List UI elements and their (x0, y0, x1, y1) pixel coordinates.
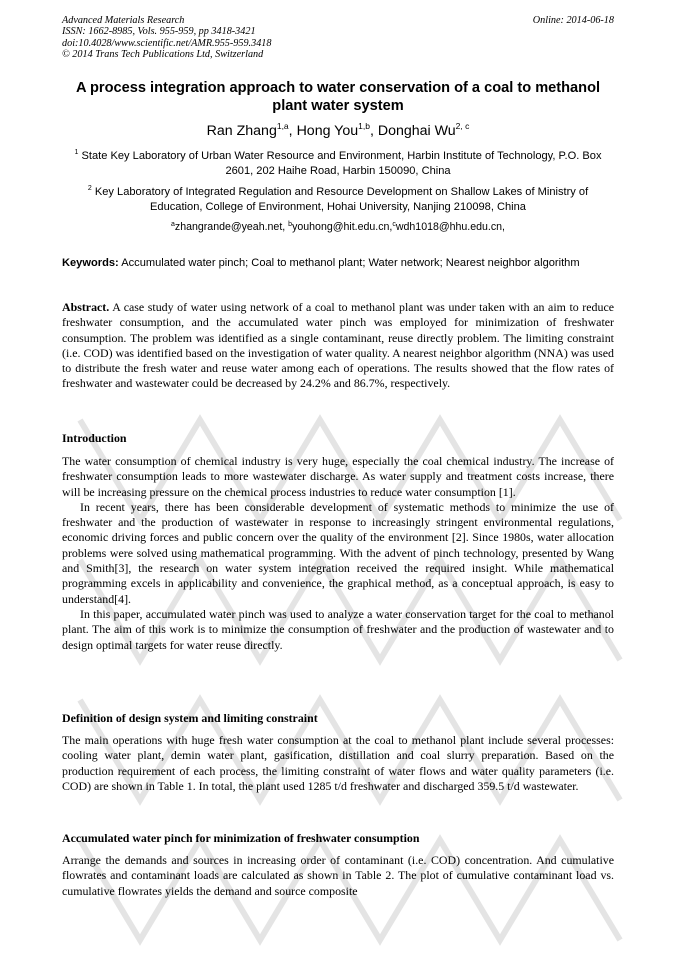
email-mark: c (392, 221, 396, 228)
section-body-definition (62, 733, 614, 794)
paper-title: A process integration approach to water conservation of a coal to methanol plant water system (75, 80, 601, 114)
section-body-introduction (62, 454, 614, 653)
section-heading-introduction: Introduction (62, 431, 127, 445)
doi-line: doi:10.4028/www.scientific.net/AMR.955-959.3418 (62, 37, 272, 49)
affiliation-1 (62, 149, 614, 178)
author-mark: 1,a (276, 121, 289, 131)
email-mark: a (171, 221, 175, 228)
abstract-text: A case study of water using network of a coal to methanol plant was under taken with an aim to reduce freshwater consumption, and the accumulated water pinch was employed for minimization of freshwater consumption. The problem was identified as a single contaminant, reuse directly problem. The limiting constraint (i.e. COD) was identified based on the investigation of water quality. A nearest neighbor algorithm (NNA) was used to distribute the fresh water and reuse water among each of operations. The results showed that the flow rates of freshwater and wastewater could be decreased by 24.2% and 86.7%, respectively. (62, 300, 615, 391)
online-date: Online: 2014-06-18 (532, 15, 614, 26)
paragraph: In recent years, there has been considerable development of systematic methods to minimize the use of freshwater and the production of wastewater in response to increasingly stringent environmental regulations, economic driving forces and public concern over the quality of the environment [2]. Since 1980s, water allocation problems were solved using mathematical programming. With the advent of pinch technology, presented by Wang and Smith[3], the research on water system integration received the required insight. While mathematical programming excels in applicability and convenience, the graphical method, as a conceptual approach, is easy to understand[4]. (62, 499, 614, 606)
section-heading-definition: Definition of design system and limiting constraint (62, 711, 318, 725)
abstract (62, 300, 614, 392)
author-list: Ran Zhang$^{1,a}$, Hong You$^{1,b}$, Donghai Wu$^{2, c}$ (206, 121, 470, 139)
paragraph: Arrange the demands and sources in increasing order of contaminant (i.e. COD) concentration. And cumulative flowrates and contaminant loads are calculated as shown in Table 2. The plot of cumulative contaminant load vs. cumulative flowrates yields the demand and source composite (62, 853, 614, 898)
affiliation-mark: 1 (74, 149, 79, 156)
email-address[interactable]: zhangrande@yeah.net, (174, 221, 286, 233)
keywords-label: Keywords: (62, 257, 119, 269)
section-body-accumulated-pinch (62, 853, 614, 899)
author-name: Donghai Wu (377, 123, 456, 139)
email-address[interactable]: wdh1018@hhu.edu.cn, (395, 221, 505, 233)
paragraph: The main operations with huge fresh water consumption at the coal to methanol plant include several processes: cooling water plant, demin water plant, gasification, distillation and coal slurry preparation. Based on the production requirement of each process, the limiting constraint of water flows and water quality parameters (i.e. COD) are shown in Table 1. In total, the plant used 1285 t/d freshwater and discharged 359.5 t/d wastewater. (62, 733, 614, 793)
email-list (62, 221, 614, 233)
email-address[interactable]: youhong@hit.edu.cn, (292, 221, 393, 233)
author-mark: 2, c (455, 121, 470, 131)
affiliation-2 (62, 185, 614, 214)
author-mark: 1,b (358, 121, 370, 131)
paragraph: In this paper, accumulated water pinch was used to analyze a water conservation target for the coal to methanol plant. The aim of this work is to minimize the consumption of freshwater and the production of wastewater and to design optimal targets for water reuse directly. (62, 606, 614, 652)
issn-line: ISSN: 1662-8985, Vols. 955-959, pp 3418-3421 (62, 26, 256, 38)
copyright-line: © 2014 Trans Tech Publications Ltd, Switzerland (62, 48, 264, 60)
email-mark: b (288, 221, 293, 228)
keywords-text: Accumulated water pinch; Coal to methanol plant; Water network; Nearest neighbor algorithm (121, 257, 580, 269)
affiliation-text: State Key Laboratory of Urban Water Resource and Environment, Harbin Institute of Technology, P.O. Box 2601, 202 Haihe Road, Harbin 150090, China (81, 150, 602, 177)
section-heading-accumulated-pinch: Accumulated water pinch for minimization of freshwater consumption (62, 831, 420, 845)
journal-name: Advanced Materials Research (62, 15, 185, 26)
author-name: Ran Zhang (206, 123, 277, 139)
paragraph: The water consumption of chemical industry is very huge, especially the coal chemical industry. The increase of freshwater consumption leads to more wastewater discharge. As water supply and treatment costs increase, there will be increasing pressure on the chemical process industries to reduce water consumption [1]. (62, 454, 614, 499)
journal-header (62, 15, 271, 60)
author-name: Hong You (296, 123, 359, 139)
affiliation-mark: 2 (87, 185, 92, 192)
affiliation-text: Key Laboratory of Integrated Regulation and Resource Development on Shallow Lakes of Ministry of Education, College of Environment, Hohai University, Nanjing 210098, China (94, 186, 589, 213)
keywords (62, 256, 614, 271)
abstract-label: Abstract. (62, 300, 110, 314)
